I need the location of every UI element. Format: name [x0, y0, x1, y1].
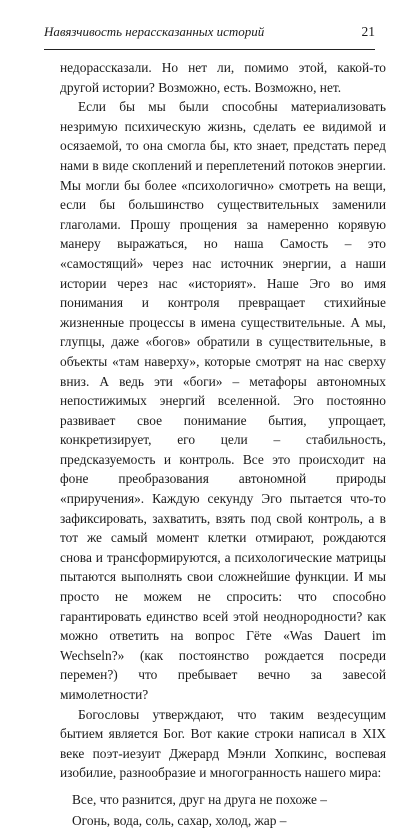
poem-line: Огонь, вода, соль, сахар, холод, жар – [72, 812, 287, 828]
body-text [60, 58, 386, 831]
running-header [44, 24, 375, 44]
poem-excerpt [72, 789, 386, 831]
paragraph: Богословы утверждают, что таким вездесущим бытием является Бог. Вот какие строки написал в XIX веке поэт-иезуит Джерард Мэнли Хопкинс, воспевая изобилие, разнообразие и многогранность нашего мира: [60, 706, 386, 781]
page-number: 21 [361, 24, 375, 39]
paragraph: Если бы мы были способны материализовать незримую психическую жизнь, сделать ее видимой и осязаемой, то она смогла бы, кто знает, предстать перед нами в виде скоплений и переплетений потоков энергии. Мы могли бы более «психологично» смотреть на вещи, если бы большинство существительных заменили глаголами. Прошу прощения за намеренно корявую манеру выражаться, но наша Самость – это «самостящий» через нас источник энергии, а наши истории через нас «историят». Наше Эго во имя понимания и контроля превращает стихийные жизненные процессы в имена существительные. А мы, глупцы, даже «богов» обратили в существительные, в объекты «там наверху», которые смотрят на нас сверху вниз. А ведь эти «боги» – метафоры автономных непостижимых энергий вселенной. Эго постоянно развивает свое понимание бытия, упрощает, конкретизирует, его цели – стабильность, предсказуемость и контроль. Все это происходит на фоне преобразования автономной природы «приручения». Каждую секунду Эго пытается что-то зафиксировать, захватить, взять под свой контроль, а в тот же самый момент клетки отмирают, рождаются снова и трансформируются, а психологические матрицы пытаются выполнять свои сложнейшие функции. И мы просто не можем не спросить: что способно гарантировать единство всей этой неоднородности? как можно ответить на вопрос Гёте «Was Dauert im Wechseln?» (как постоянство рождается посреди перемен?) что пребывает вечно за завесой мимолетности? [60, 99, 386, 702]
running-title: Навязчивость нерассказанных историй [44, 24, 265, 39]
paragraph-continued: недорассказали. Но нет ли, помимо этой, какой-то другой истории? Возможно, есть. Возможно, нет. [60, 60, 386, 95]
poem-line: Все, что разнится, друг на друга не похоже – [72, 791, 327, 807]
header-rule [44, 49, 375, 50]
